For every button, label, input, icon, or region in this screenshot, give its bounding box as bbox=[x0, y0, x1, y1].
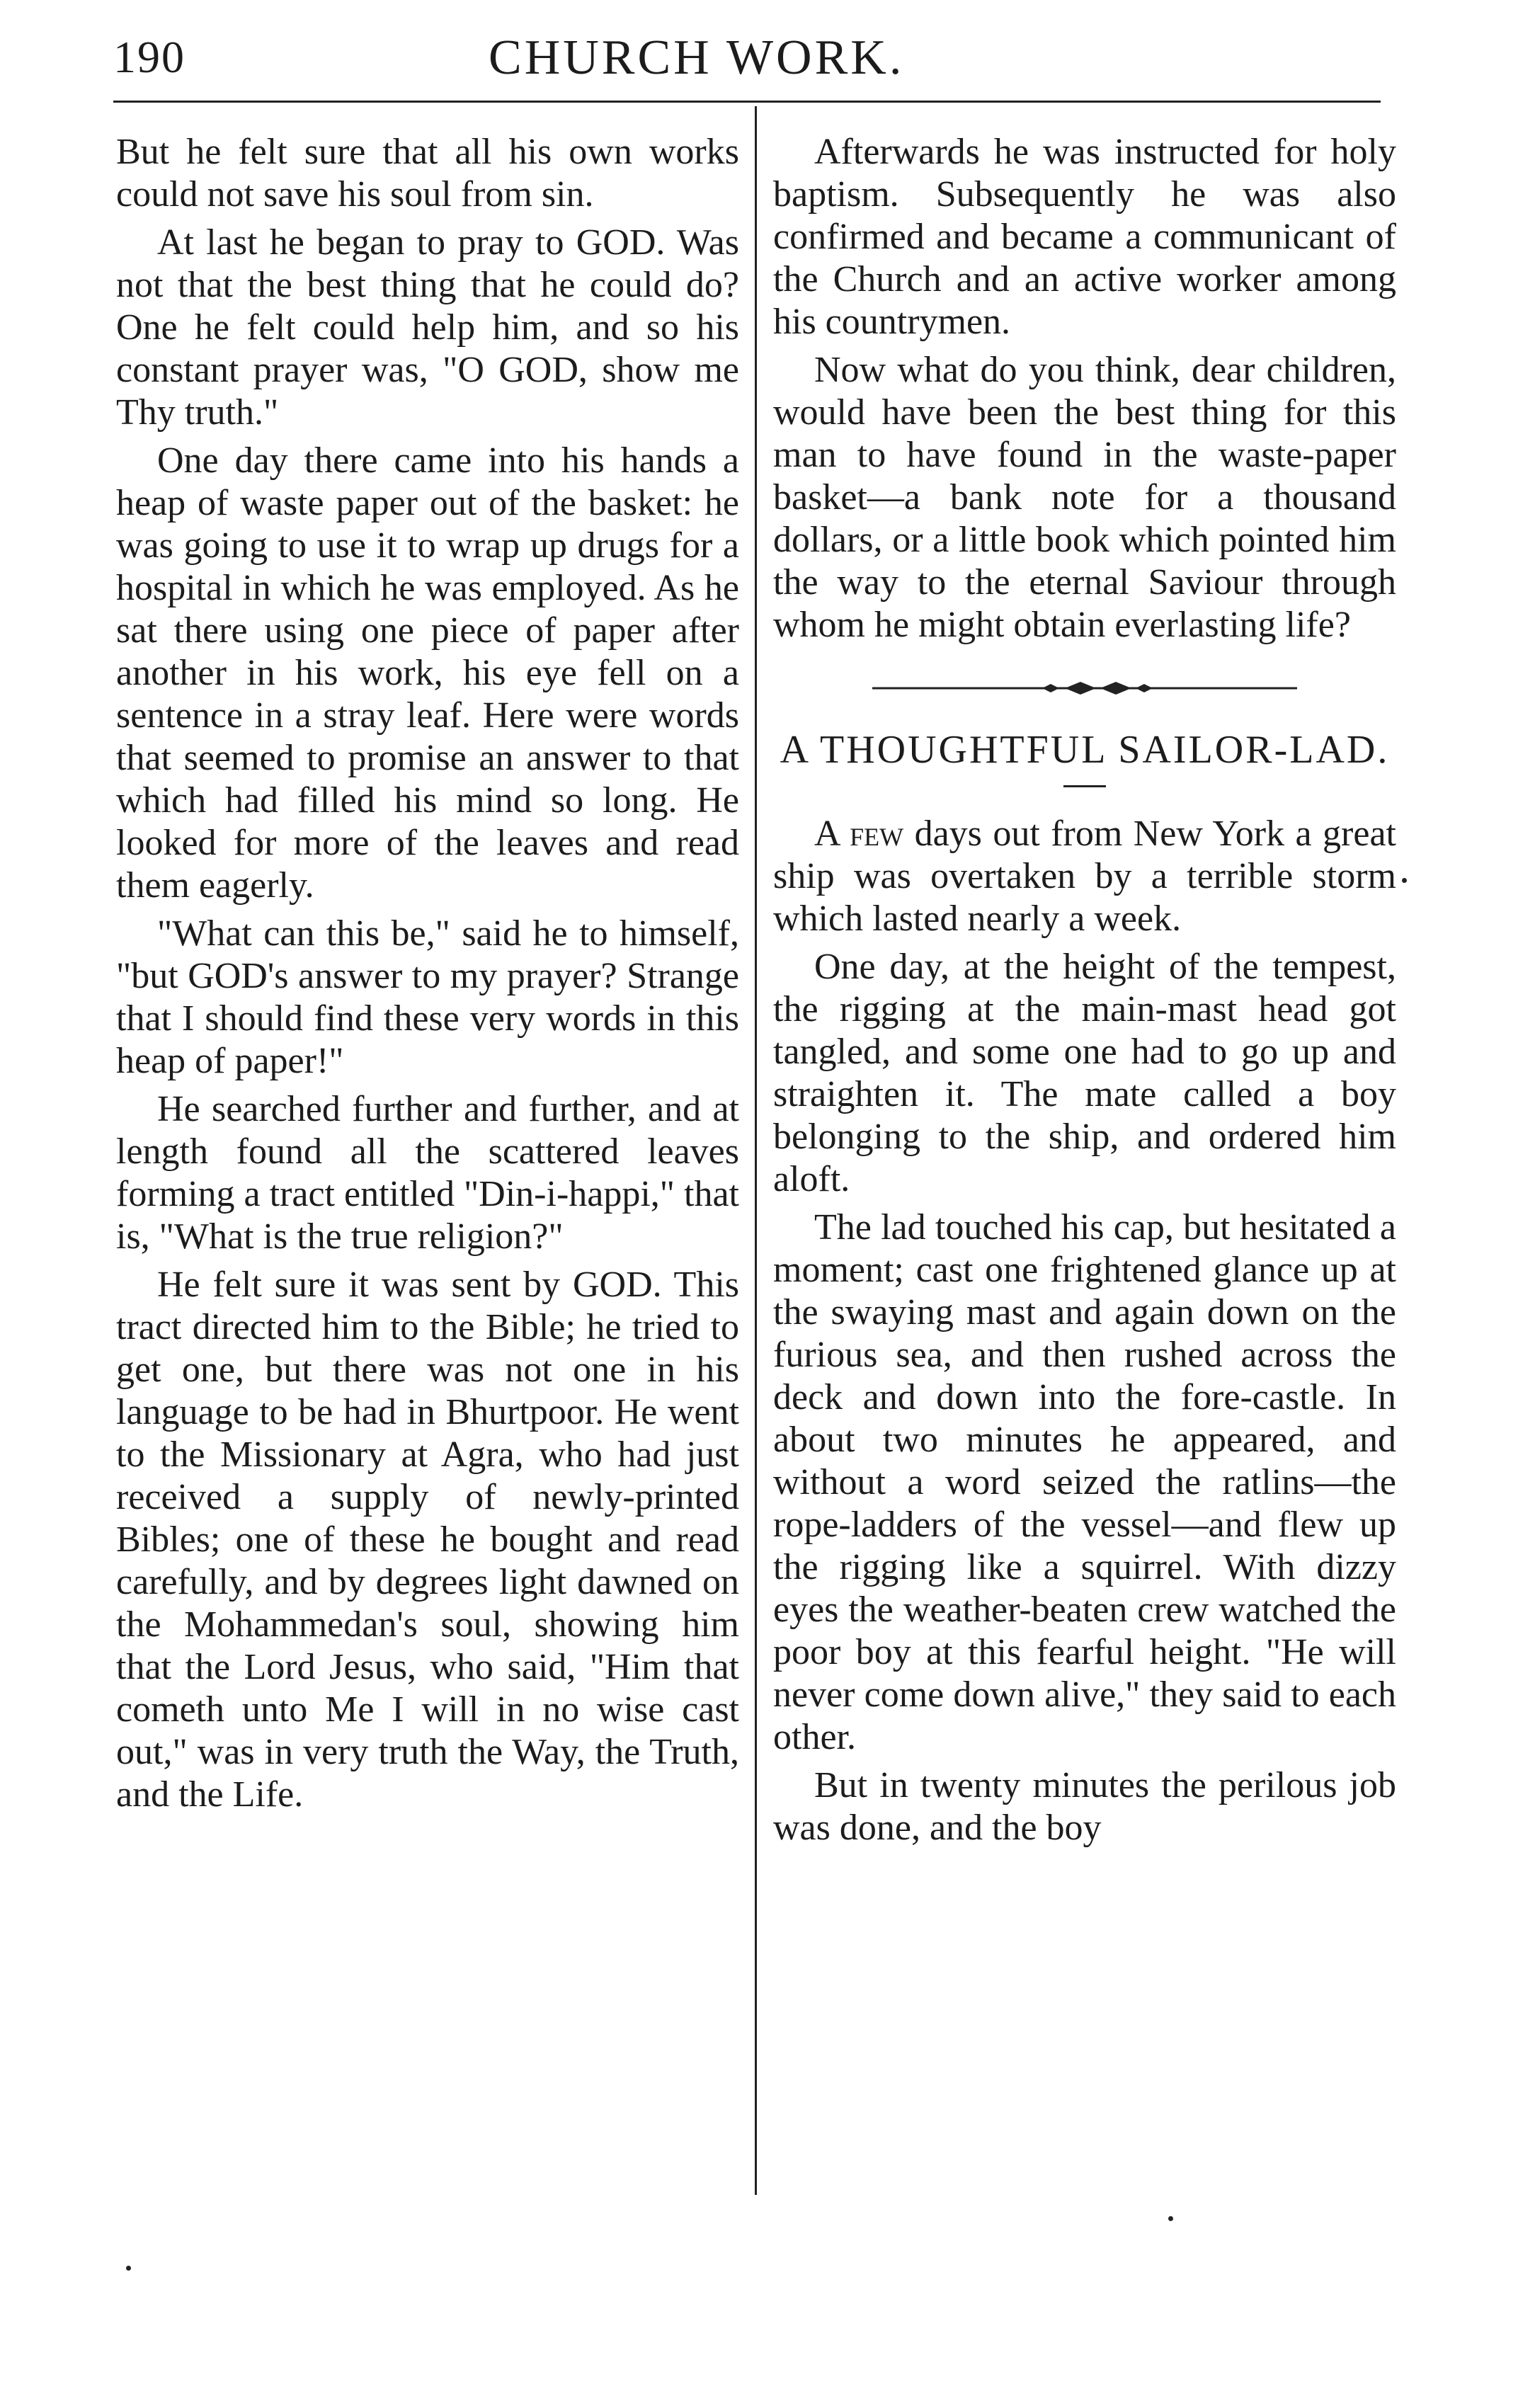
left-paragraph-3: One day there came into his hands a heap of waste paper out of the basket: he was going to use it to wrap up drugs for a hospital in which he was employed. As he sat there using one piece of paper after another in his work, his eye fell on a sentence in a stray leaf. Here were words that seemed to promise an answer to that which had filled his mind so long. He looked for more of the leaves and read them eagerly. bbox=[116, 440, 739, 906]
section-title: A THOUGHTFUL SAILOR-LAD. bbox=[780, 728, 1390, 772]
lead-words: A few bbox=[814, 814, 904, 854]
stray-mark bbox=[126, 2266, 131, 2271]
running-title: CHURCH WORK. bbox=[489, 30, 905, 85]
right-paragraph-6: But in twenty minutes the perilous job was done, and the boy bbox=[773, 1765, 1396, 1848]
title-dash bbox=[1063, 785, 1106, 787]
left-paragraph-2: At last he began to pray to GOD. Was not that the best thing that he could do? One he felt could help him, and so his constant prayer was, "O GOD, show me Thy truth." bbox=[116, 222, 739, 433]
right-paragraph-3 bbox=[773, 813, 1396, 940]
left-paragraph-6: He felt sure it was sent by GOD. This tract directed him to the Bible; he tried to get one, but there was not one in his language to be had in Bhurtpoor. He went to the Missionary at Agra, who had just received a supply of newly-printed Bibles; one of these he bought and read carefully, and by degrees light dawned on the Mohammedan's soul, showing him that the Lord Jesus, who said, "Him that cometh unto Me I will in no wise cast out," was in very truth the Way, the Truth, and the Life. bbox=[116, 1265, 739, 1815]
left-paragraph-5: He searched further and further, and at length found all the scattered leaves forming a tract entitled "Din-i-happi," that is, "What is the true religion?" bbox=[116, 1089, 739, 1257]
page-number: 190 bbox=[113, 32, 186, 82]
stray-mark bbox=[1402, 878, 1407, 883]
page-header bbox=[113, 25, 1381, 103]
header-rule bbox=[113, 101, 1381, 103]
right-paragraph-2: Now what do you think, dear children, would have been the best thing for this man to have found in the waste-paper basket—a bank note for a thousand dollars, or a little book which pointed him the way to the eternal Saviour through whom he might obtain everlasting life? bbox=[773, 350, 1396, 645]
section-divider-ornament bbox=[773, 671, 1396, 706]
left-paragraph-4: "What can this be," said he to himself, "but GOD's answer to my prayer? Strange that I should find these very words in this heap of paper!" bbox=[116, 913, 739, 1081]
left-column bbox=[116, 131, 739, 1822]
column-divider bbox=[755, 106, 757, 2195]
right-paragraph-4: One day, at the height of the tempest, the rigging at the main-mast head got tangled, and some one had to go up and straighten it. The mate called a boy belonging to the ship, and ordered him aloft. bbox=[773, 947, 1396, 1199]
left-paragraph-1: But he felt sure that all his own works could not save his soul from sin. bbox=[116, 132, 739, 215]
right-paragraph-5: The lad touched his cap, but hesitated a moment; cast one frightened glance up at the swaying mast and again down on the furious sea, and then rushed across the deck and down into the fore-castle. In about two minutes he appeared, and without a word seized the ratlins—the rope-ladders of the vessel—and flew up the rigging like a squirrel. With dizzy eyes the weather-beaten crew watched the poor boy at this fearful height. "He will never come down alive," they said to each other. bbox=[773, 1207, 1396, 1757]
right-column bbox=[773, 131, 1396, 1855]
stray-mark bbox=[1168, 2216, 1173, 2221]
lead-rest: days out from New York a great ship was overtaken by a terrible storm which lasted nearly a week. bbox=[773, 814, 1396, 939]
right-paragraph-1: Afterwards he was instructed for holy baptism. Subsequently he was also confirmed and became a communicant of the Church and an active worker among his countrymen. bbox=[773, 132, 1396, 342]
